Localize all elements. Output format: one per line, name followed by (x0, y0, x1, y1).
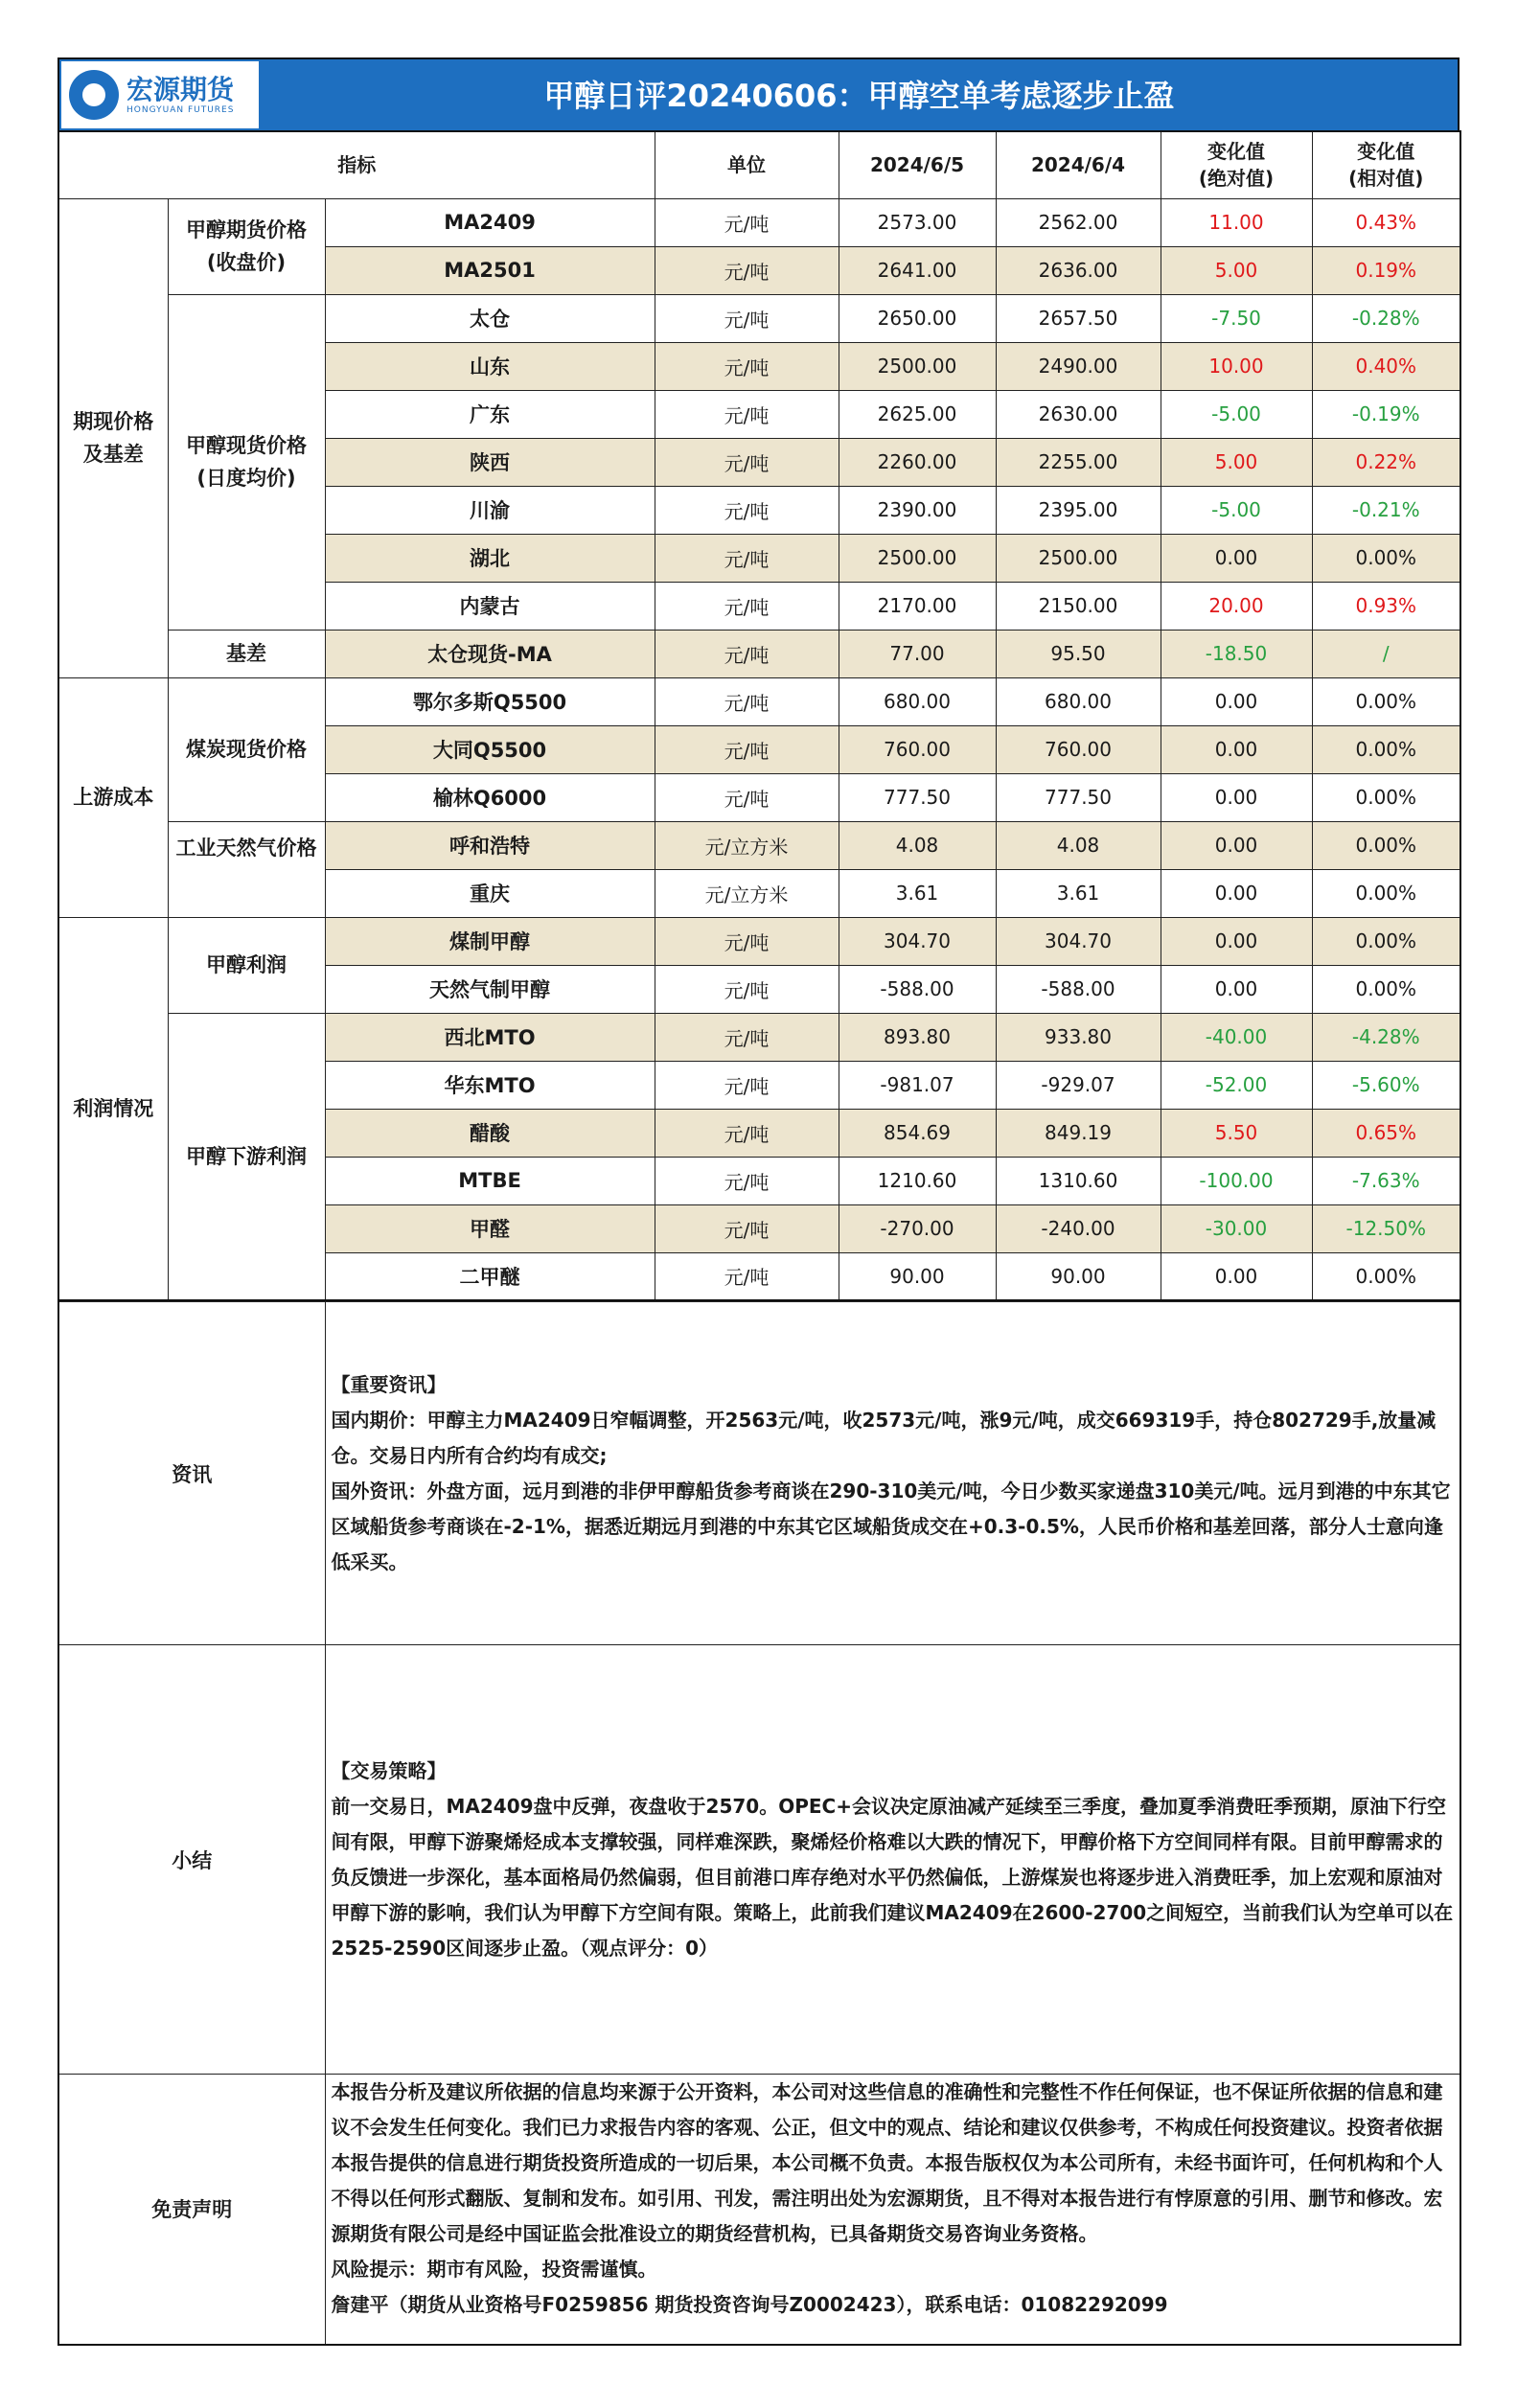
abs-change-cell: 20.00 (1161, 582, 1312, 630)
abs-change-cell: -5.00 (1161, 486, 1312, 534)
summary-content (325, 1645, 1460, 2075)
value-date1-cell: 2641.00 (839, 246, 996, 294)
col-indicator: 指标 (58, 131, 655, 198)
indicator-cell: 太仓 (325, 294, 655, 342)
value-date1-cell: 893.80 (839, 1013, 996, 1061)
value-date1-cell: 680.00 (839, 677, 996, 725)
news-domestic: 国内期价：甲醇主力MA2409日窄幅调整，开2563元/吨，收2573元/吨，涨9元/吨，成交669319手，持仓802729手,放量减仓。交易日内所有合约均有成交; (331, 1408, 1437, 1467)
value-date2-cell: 2500.00 (996, 534, 1161, 582)
indicator-cell: 湖北 (325, 534, 655, 582)
rel-change-cell: 0.00% (1312, 773, 1460, 821)
unit-cell: 元/吨 (655, 1204, 839, 1252)
value-date1-cell: 2260.00 (839, 438, 996, 486)
rel-change-cell: 0.00% (1312, 965, 1460, 1013)
abs-change-cell: -30.00 (1161, 1204, 1312, 1252)
rel-change-cell: 0.00% (1312, 869, 1460, 917)
subcategory-meoh-profit: 甲醇利润 (168, 917, 325, 1013)
value-date1-cell: -588.00 (839, 965, 996, 1013)
col-abs-line1: 变化值 (1207, 140, 1266, 164)
indicator-cell: 大同Q5500 (325, 725, 655, 773)
col-rel-change (1312, 131, 1460, 198)
abs-change-cell: 11.00 (1161, 198, 1312, 246)
subcategory-spot-label: 甲醇现货价格(日度均价) (186, 434, 307, 490)
indicator-cell: 华东MTO (325, 1061, 655, 1109)
category-price (58, 198, 168, 677)
unit-cell: 元/立方米 (655, 869, 839, 917)
value-date1-cell: -270.00 (839, 1204, 996, 1252)
rel-change-cell: -0.21% (1312, 486, 1460, 534)
disclaimer-label: 免责声明 (58, 2075, 325, 2345)
rel-change-cell: 0.19% (1312, 246, 1460, 294)
abs-change-cell: 0.00 (1161, 773, 1312, 821)
abs-change-cell: 0.00 (1161, 821, 1312, 869)
indicator-cell: MA2501 (325, 246, 655, 294)
value-date1-cell: 4.08 (839, 821, 996, 869)
logo-name-cn: 宏源期货 (126, 74, 235, 105)
abs-change-cell: 5.50 (1161, 1109, 1312, 1157)
value-date2-cell: 2395.00 (996, 486, 1161, 534)
value-date1-cell: 2390.00 (839, 486, 996, 534)
unit-cell: 元/吨 (655, 1252, 839, 1300)
value-date2-cell: 2630.00 (996, 390, 1161, 438)
abs-change-cell: 0.00 (1161, 965, 1312, 1013)
abs-change-cell: 0.00 (1161, 677, 1312, 725)
disclaimer-content (325, 2075, 1460, 2345)
col-date2: 2024/6/4 (996, 131, 1161, 198)
subcategory-downstream: 甲醇下游利润 (168, 1013, 325, 1300)
col-date1: 2024/6/5 (839, 131, 996, 198)
col-abs-line2: (绝对值) (1198, 167, 1275, 191)
abs-change-cell: -7.50 (1161, 294, 1312, 342)
abs-change-cell: 0.00 (1161, 725, 1312, 773)
rel-change-cell: -12.50% (1312, 1204, 1460, 1252)
subcategory-futures-label: 甲醇期货价格(收盘价) (186, 218, 307, 274)
unit-cell: 元/立方米 (655, 821, 839, 869)
value-date1-cell: 854.69 (839, 1109, 996, 1157)
summary-label: 小结 (58, 1645, 325, 2075)
table-header-row (58, 131, 1460, 198)
value-date2-cell: 2255.00 (996, 438, 1161, 486)
col-unit: 单位 (655, 131, 839, 198)
indicator-cell: 内蒙古 (325, 582, 655, 630)
unit-cell: 元/吨 (655, 965, 839, 1013)
value-date1-cell: 304.70 (839, 917, 996, 965)
value-date1-cell: 2500.00 (839, 342, 996, 390)
value-date1-cell: -981.07 (839, 1061, 996, 1109)
value-date2-cell: 304.70 (996, 917, 1161, 965)
value-date1-cell: 3.61 (839, 869, 996, 917)
unit-cell: 元/吨 (655, 390, 839, 438)
unit-cell: 元/吨 (655, 1013, 839, 1061)
company-logo (61, 61, 259, 128)
indicator-cell: 天然气制甲醇 (325, 965, 655, 1013)
value-date1-cell: 2573.00 (839, 198, 996, 246)
value-date2-cell: 95.50 (996, 630, 1161, 677)
indicator-cell: 山东 (325, 342, 655, 390)
value-date2-cell: 2562.00 (996, 198, 1161, 246)
value-date2-cell: -929.07 (996, 1061, 1161, 1109)
abs-change-cell: 5.00 (1161, 246, 1312, 294)
rel-change-cell: 0.00% (1312, 821, 1460, 869)
value-date1-cell: 1210.60 (839, 1157, 996, 1204)
value-date2-cell: 3.61 (996, 869, 1161, 917)
value-date2-cell: 849.19 (996, 1109, 1161, 1157)
table-row (58, 1013, 1460, 1061)
unit-cell: 元/吨 (655, 486, 839, 534)
indicator-cell: 太仓现货-MA (325, 630, 655, 677)
logo-name-en: HONGYUAN FUTURES (126, 105, 235, 115)
value-date1-cell: 77.00 (839, 630, 996, 677)
value-date1-cell: 2625.00 (839, 390, 996, 438)
value-date1-cell: 2170.00 (839, 582, 996, 630)
news-label: 资讯 (58, 1302, 325, 1645)
category-profit: 利润情况 (58, 917, 168, 1300)
summary-row (58, 1645, 1460, 2075)
unit-cell: 元/吨 (655, 582, 839, 630)
news-content (325, 1302, 1460, 1645)
rel-change-cell: -7.63% (1312, 1157, 1460, 1204)
indicator-cell: 呼和浩特 (325, 821, 655, 869)
price-table (57, 130, 1461, 1301)
value-date2-cell: 2657.50 (996, 294, 1161, 342)
indicator-cell: 甲醛 (325, 1204, 655, 1252)
text-section-table (57, 1301, 1461, 2346)
indicator-cell: 重庆 (325, 869, 655, 917)
value-date1-cell: 2650.00 (839, 294, 996, 342)
abs-change-cell: -18.50 (1161, 630, 1312, 677)
table-row (58, 917, 1460, 965)
news-heading: 【重要资讯】 (331, 1372, 447, 1396)
disclaimer-row (58, 2075, 1460, 2345)
indicator-cell: MTBE (325, 1157, 655, 1204)
subcategory-basis: 基差 (168, 630, 325, 677)
value-date2-cell: 90.00 (996, 1252, 1161, 1300)
indicator-cell: MA2409 (325, 198, 655, 246)
summary-strategy: 前一交易日，MA2409盘中反弹，夜盘收于2570。OPEC+会议决定原油减产延续至三季度，叠加夏季消费旺季预期，原油下行空间有限，甲醇下游聚烯烃成本支撑较强，同样难深跌，聚烯烃价格难以大跌的情况下，甲醇价格下方空间同样有限。目前甲醇需求的负反馈进一步深化，基本面格局仍然偏弱，但目前港口库存绝对水平仍然偏低，上游煤炭也将逐步进入消费旺季，加上宏观和原油对甲醇下游的影响，我们认为甲醇下方空间有限。策略上，此前我们建议MA2409在2600-2700之间短空，当前我们认为空单可以在2525-2590区间逐步止盈。（观点评分：0） (331, 1794, 1454, 1960)
value-date1-cell: 777.50 (839, 773, 996, 821)
indicator-cell: 煤制甲醇 (325, 917, 655, 965)
report-sheet (57, 57, 1460, 2346)
unit-cell: 元/吨 (655, 1109, 839, 1157)
value-date2-cell: 933.80 (996, 1013, 1161, 1061)
indicator-cell: 醋酸 (325, 1109, 655, 1157)
unit-cell: 元/吨 (655, 534, 839, 582)
col-rel-line2: (相对值) (1348, 167, 1424, 191)
logo-text (126, 75, 234, 115)
col-abs-change (1161, 131, 1312, 198)
table-row (58, 821, 1460, 869)
value-date2-cell: 2490.00 (996, 342, 1161, 390)
abs-change-cell: 5.00 (1161, 438, 1312, 486)
value-date1-cell: 760.00 (839, 725, 996, 773)
title-bar (57, 57, 1460, 130)
analyst-contact: 詹建平（期货从业资格号F0259856 期货投资咨询号Z0002423），联系电话：01082292099 (331, 2293, 1168, 2316)
unit-cell: 元/吨 (655, 917, 839, 965)
indicator-cell: 广东 (325, 390, 655, 438)
value-date2-cell: 2150.00 (996, 582, 1161, 630)
rel-change-cell: -0.19% (1312, 390, 1460, 438)
indicator-cell: 西北MTO (325, 1013, 655, 1061)
table-row (58, 294, 1460, 342)
unit-cell: 元/吨 (655, 342, 839, 390)
rel-change-cell: -5.60% (1312, 1061, 1460, 1109)
rel-change-cell: 0.93% (1312, 582, 1460, 630)
unit-cell: 元/吨 (655, 773, 839, 821)
abs-change-cell: 0.00 (1161, 869, 1312, 917)
rel-change-cell: / (1312, 630, 1460, 677)
category-price-label: 期现价格及基差 (73, 410, 154, 466)
abs-change-cell: -100.00 (1161, 1157, 1312, 1204)
value-date2-cell: 760.00 (996, 725, 1161, 773)
table-row (58, 677, 1460, 725)
rel-change-cell: 0.22% (1312, 438, 1460, 486)
abs-change-cell: -52.00 (1161, 1061, 1312, 1109)
unit-cell: 元/吨 (655, 1061, 839, 1109)
unit-cell: 元/吨 (655, 1157, 839, 1204)
summary-heading: 【交易策略】 (331, 1758, 447, 1782)
rel-change-cell: 0.43% (1312, 198, 1460, 246)
value-date1-cell: 2500.00 (839, 534, 996, 582)
table-row (58, 630, 1460, 677)
abs-change-cell: 0.00 (1161, 917, 1312, 965)
subcategory-futures (168, 198, 325, 294)
news-foreign: 国外资讯：外盘方面，远月到港的非伊甲醇船货参考商谈在290-310美元/吨，今日少数买家递盘310美元/吨。远月到港的中东其它区域船货参考商谈在-2-1%，据悉近期远月到港的中东其它区域船货成交在+0.3-0.5%，人民币价格和基差回落，部分人士意向逢低采买。 (331, 1479, 1451, 1573)
value-date2-cell: 680.00 (996, 677, 1161, 725)
value-date2-cell: 4.08 (996, 821, 1161, 869)
unit-cell: 元/吨 (655, 725, 839, 773)
subcategory-coal: 煤炭现货价格 (168, 677, 325, 821)
value-date2-cell: 2636.00 (996, 246, 1161, 294)
rel-change-cell: 0.40% (1312, 342, 1460, 390)
category-cost: 上游成本 (58, 677, 168, 917)
rel-change-cell: 0.00% (1312, 917, 1460, 965)
abs-change-cell: -40.00 (1161, 1013, 1312, 1061)
abs-change-cell: 10.00 (1161, 342, 1312, 390)
indicator-cell: 川渝 (325, 486, 655, 534)
indicator-cell: 鄂尔多斯Q5500 (325, 677, 655, 725)
report-title: 甲醇日评20240606：甲醇空单考虑逐步止盈 (543, 78, 1175, 114)
indicator-cell: 榆林Q6000 (325, 773, 655, 821)
risk-warning: 风险提示：期市有风险，投资需谨慎。 (331, 2258, 657, 2281)
rel-change-cell: -4.28% (1312, 1013, 1460, 1061)
rel-change-cell: -0.28% (1312, 294, 1460, 342)
unit-cell: 元/吨 (655, 677, 839, 725)
abs-change-cell: 0.00 (1161, 1252, 1312, 1300)
unit-cell: 元/吨 (655, 294, 839, 342)
rel-change-cell: 0.00% (1312, 677, 1460, 725)
unit-cell: 元/吨 (655, 630, 839, 677)
rel-change-cell: 0.65% (1312, 1109, 1460, 1157)
value-date2-cell: 777.50 (996, 773, 1161, 821)
table-row (58, 198, 1460, 246)
value-date2-cell: -588.00 (996, 965, 1161, 1013)
abs-change-cell: 0.00 (1161, 534, 1312, 582)
subcategory-spot (168, 294, 325, 630)
logo-mark-icon (69, 70, 119, 120)
value-date2-cell: 1310.60 (996, 1157, 1161, 1204)
unit-cell: 元/吨 (655, 198, 839, 246)
value-date2-cell: -240.00 (996, 1204, 1161, 1252)
abs-change-cell: -5.00 (1161, 390, 1312, 438)
unit-cell: 元/吨 (655, 438, 839, 486)
news-row (58, 1302, 1460, 1645)
subcategory-gas: 工业天然气价格 (168, 821, 325, 917)
indicator-cell: 陕西 (325, 438, 655, 486)
col-rel-line1: 变化值 (1357, 140, 1415, 164)
rel-change-cell: 0.00% (1312, 725, 1460, 773)
disclaimer-text: 本报告分析及建议所依据的信息均来源于公开资料，本公司对这些信息的准确性和完整性不作任何保证，也不保证所依据的信息和建议不会发生任何变化。我们已力求报告内容的客观、公正，但文中的观点、结论和建议仅供参考，不构成任何投资建议。投资者依据本报告提供的信息进行期货投资所造成的一切后果，本公司概不负责。本报告版权仅为本公司所有，未经书面许可，任何机构和个人不得以任何形式翻版、复制和发布。如引用、刊发，需注明出处为宏源期货，且不得对本报告进行有悖原意的引用、删节和修改。宏源期货有限公司是经中国证监会批准设立的期货经营机构，已具备期货交易咨询业务资格。 (331, 2080, 1443, 2245)
rel-change-cell: 0.00% (1312, 534, 1460, 582)
unit-cell: 元/吨 (655, 246, 839, 294)
value-date1-cell: 90.00 (839, 1252, 996, 1300)
indicator-cell: 二甲醚 (325, 1252, 655, 1300)
rel-change-cell: 0.00% (1312, 1252, 1460, 1300)
